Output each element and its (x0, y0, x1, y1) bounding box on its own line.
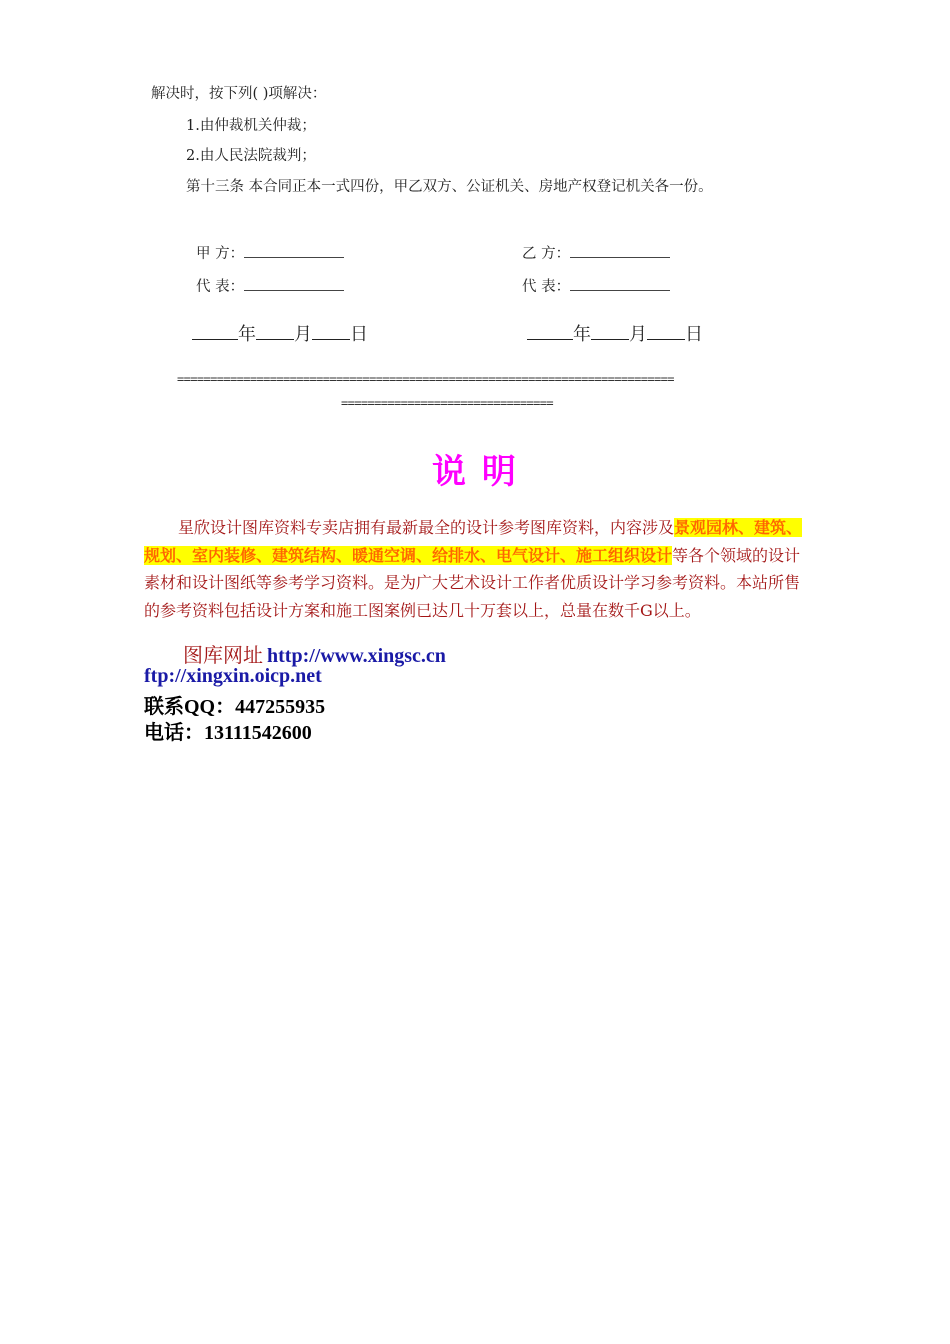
separator-line-2: ================================ (341, 396, 553, 410)
notice-para-highlight: 景观园林、建筑、规划、室内装修、建筑结构、暖通空调、给排水、电气设计、施工组织设计 (144, 518, 803, 565)
article-13: 第十三条 本合同正本一式四份，甲乙双方、公证机关、房地产权登记机关各一份。 (186, 179, 713, 195)
notice-para-end: 等各个领域的设计素材和设计图纸等参考学习资料。是为广大艺术设计工作者优质设计学习参考资料。本站所售的参考资料包括设计方案和施工图案例已达几十万套以上，总量在数千G以上。 (144, 545, 801, 620)
ftp-url-link[interactable]: ftp://xingxin.oicp.net (144, 665, 322, 687)
year-blank (527, 325, 573, 340)
separator-line-1: =========================================================================== (177, 372, 674, 386)
party-a-label: 甲 方： (196, 246, 245, 262)
contact-qq: 联系QQ：447255935 (144, 696, 326, 718)
notice-title: 说 明 (432, 452, 518, 492)
party-a-date (192, 320, 368, 346)
option-court: 2.由人民法院裁判； (186, 148, 316, 164)
day-label: 日 (350, 324, 368, 345)
notice-para-start: 星欣设计图库资料专卖店拥有最新最全的设计参考图库资料，内容涉及 (178, 518, 675, 537)
party-b-rep-label: 代 表： (522, 279, 571, 295)
party-b-date (527, 320, 703, 346)
month-blank (591, 325, 629, 340)
year-label: 年 (238, 324, 256, 345)
party-b-rep-blank (570, 278, 670, 291)
year-label: 年 (573, 324, 591, 345)
party-a-rep-line (196, 275, 344, 296)
party-b-label: 乙 方： (522, 246, 571, 262)
site-line (183, 639, 446, 668)
month-label: 月 (294, 324, 312, 345)
option-arbitration: 1.由仲裁机关仲裁； (186, 118, 316, 134)
party-b-rep-line (522, 275, 670, 296)
day-blank (312, 325, 350, 340)
year-blank (192, 325, 238, 340)
contact-phone: 电话：13111542600 (144, 722, 312, 744)
day-blank (647, 325, 685, 340)
dispute-clause: 解决时，按下列( )项解决： (151, 86, 327, 102)
site-label: 图库网址 (183, 643, 263, 667)
party-b-line (522, 242, 670, 263)
party-a-rep-label: 代 表： (196, 279, 245, 295)
notice-paragraph (144, 514, 808, 624)
month-blank (256, 325, 294, 340)
site-url-link[interactable]: http://www.xingsc.cn (267, 645, 446, 667)
day-label: 日 (685, 324, 703, 345)
party-a-blank (244, 245, 344, 258)
party-b-blank (570, 245, 670, 258)
party-a-rep-blank (244, 278, 344, 291)
party-a-line (196, 242, 344, 263)
month-label: 月 (629, 324, 647, 345)
